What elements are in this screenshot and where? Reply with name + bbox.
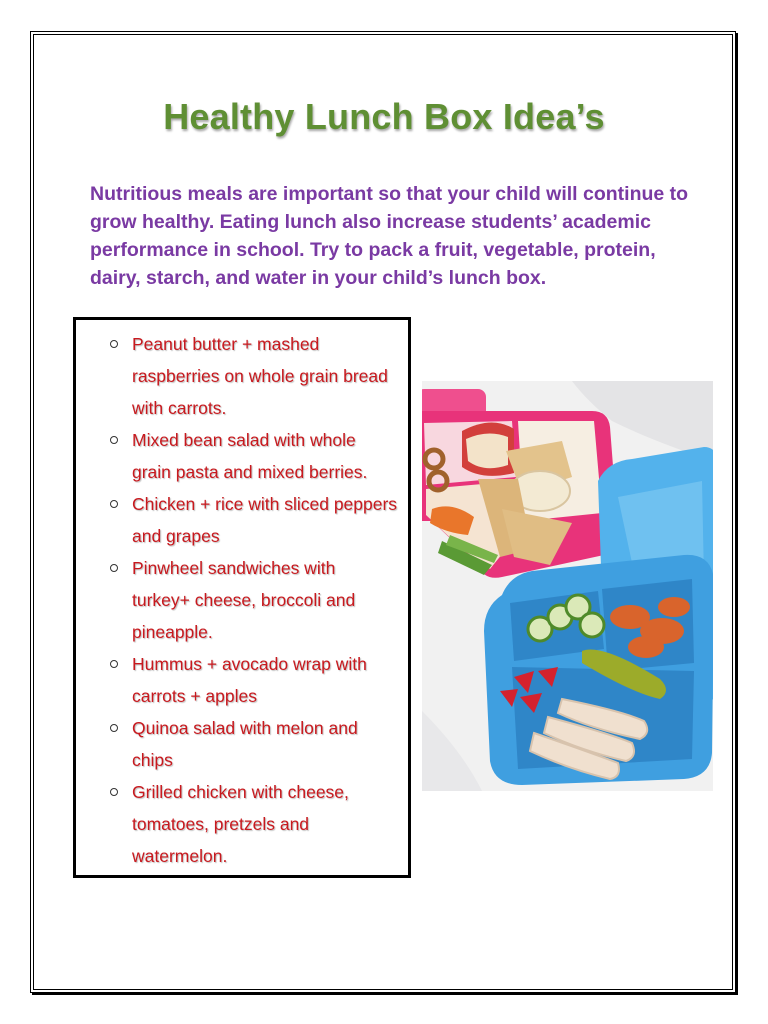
list-item: Mixed bean salad with whole grain pasta and mixed berries. — [76, 424, 408, 488]
list-item: Pinwheel sandwiches with turkey+ cheese, broccoli and pineapple. — [76, 552, 408, 648]
list-item: Hummus + avocado wrap with carrots + apples — [76, 648, 408, 712]
circle-bullet-icon — [110, 340, 118, 348]
circle-bullet-icon — [110, 564, 118, 572]
circle-bullet-icon — [110, 724, 118, 732]
circle-bullet-icon — [110, 788, 118, 796]
circle-bullet-icon — [110, 436, 118, 444]
ideas-list — [76, 320, 408, 872]
circle-bullet-icon — [110, 500, 118, 508]
lunch-box-photo — [422, 381, 713, 791]
page-title: Healthy Lunch Box Idea’s — [163, 96, 605, 137]
circle-bullet-icon — [110, 660, 118, 668]
pink-lunch-box — [422, 389, 618, 578]
ideas-list-box — [73, 317, 411, 878]
list-item: Peanut butter + mashed raspberries on whole grain bread with carrots. — [76, 328, 408, 424]
list-item: Chicken + rice with sliced peppers and grapes — [76, 488, 408, 552]
intro-paragraph: Nutritious meals are important so that your child will continue to grow healthy. Eating lunch also increase students’ academic performance in school. Try to pack a fruit, vegetable, protein, dairy, starch, and water in your child’s lunch box. — [90, 183, 689, 289]
list-item: Quinoa salad with melon and chips — [76, 712, 408, 776]
list-item: Grilled chicken with cheese, tomatoes, pretzels and watermelon. — [76, 776, 408, 872]
